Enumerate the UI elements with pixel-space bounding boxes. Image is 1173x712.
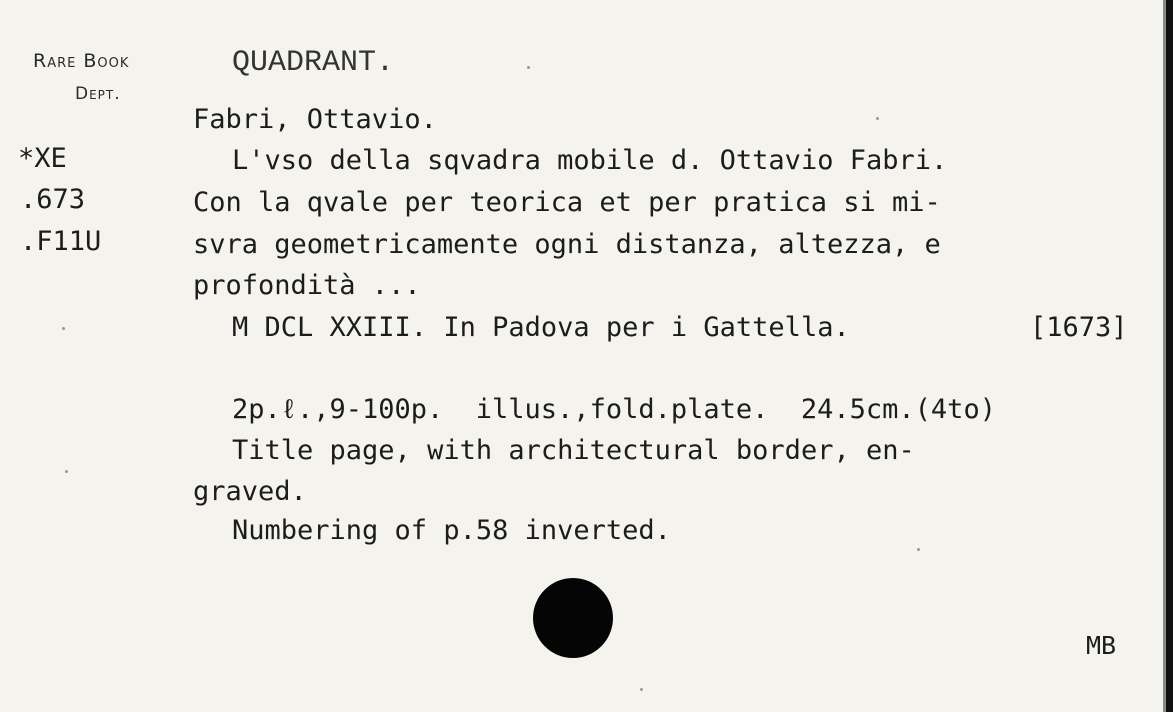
title-line-1: L'vso della sqvadra mobile d. Ottavio Fabri. [232, 145, 948, 176]
paper-speck [917, 548, 920, 551]
rare-book-stamp-line2: Dept. [75, 84, 121, 104]
note-line-3: Numbering of p.58 inverted. [232, 515, 671, 546]
title-line-2: Con la qvale per teorica et per pratica si mi- [193, 187, 941, 218]
note-line-2: graved. [193, 476, 307, 507]
paper-speck [62, 327, 65, 330]
author-heading: Fabri, Ottavio. [193, 104, 437, 135]
card-edge-shadow [1166, 0, 1173, 712]
paper-speck [65, 470, 68, 473]
title-line-3: svra geometricamente ogni distanza, altezza, e [193, 229, 941, 260]
paper-speck [876, 117, 879, 120]
subject-heading: QUADRANT. [232, 46, 395, 80]
imprint: M DCL XXIII. In Padova per i Gattella. [232, 312, 850, 343]
title-line-4: profondità ... [193, 270, 421, 301]
collation: 2p.ℓ.,9-100p. illus.,fold.plate. 24.5cm.(4to) [232, 394, 996, 425]
imprint-date: [1673] [1030, 312, 1128, 343]
note-line-1: Title page, with architectural border, en- [232, 435, 915, 466]
call-number-line3: .F11U [20, 226, 102, 257]
call-number-line1: *XE [18, 143, 67, 174]
paper-speck [527, 66, 530, 69]
cataloger-initials: MB [1086, 631, 1117, 660]
rare-book-stamp-line1: Rare Book [33, 50, 130, 72]
punch-hole [533, 578, 613, 658]
call-number-line2: .673 [20, 184, 86, 215]
paper-speck [640, 688, 643, 691]
